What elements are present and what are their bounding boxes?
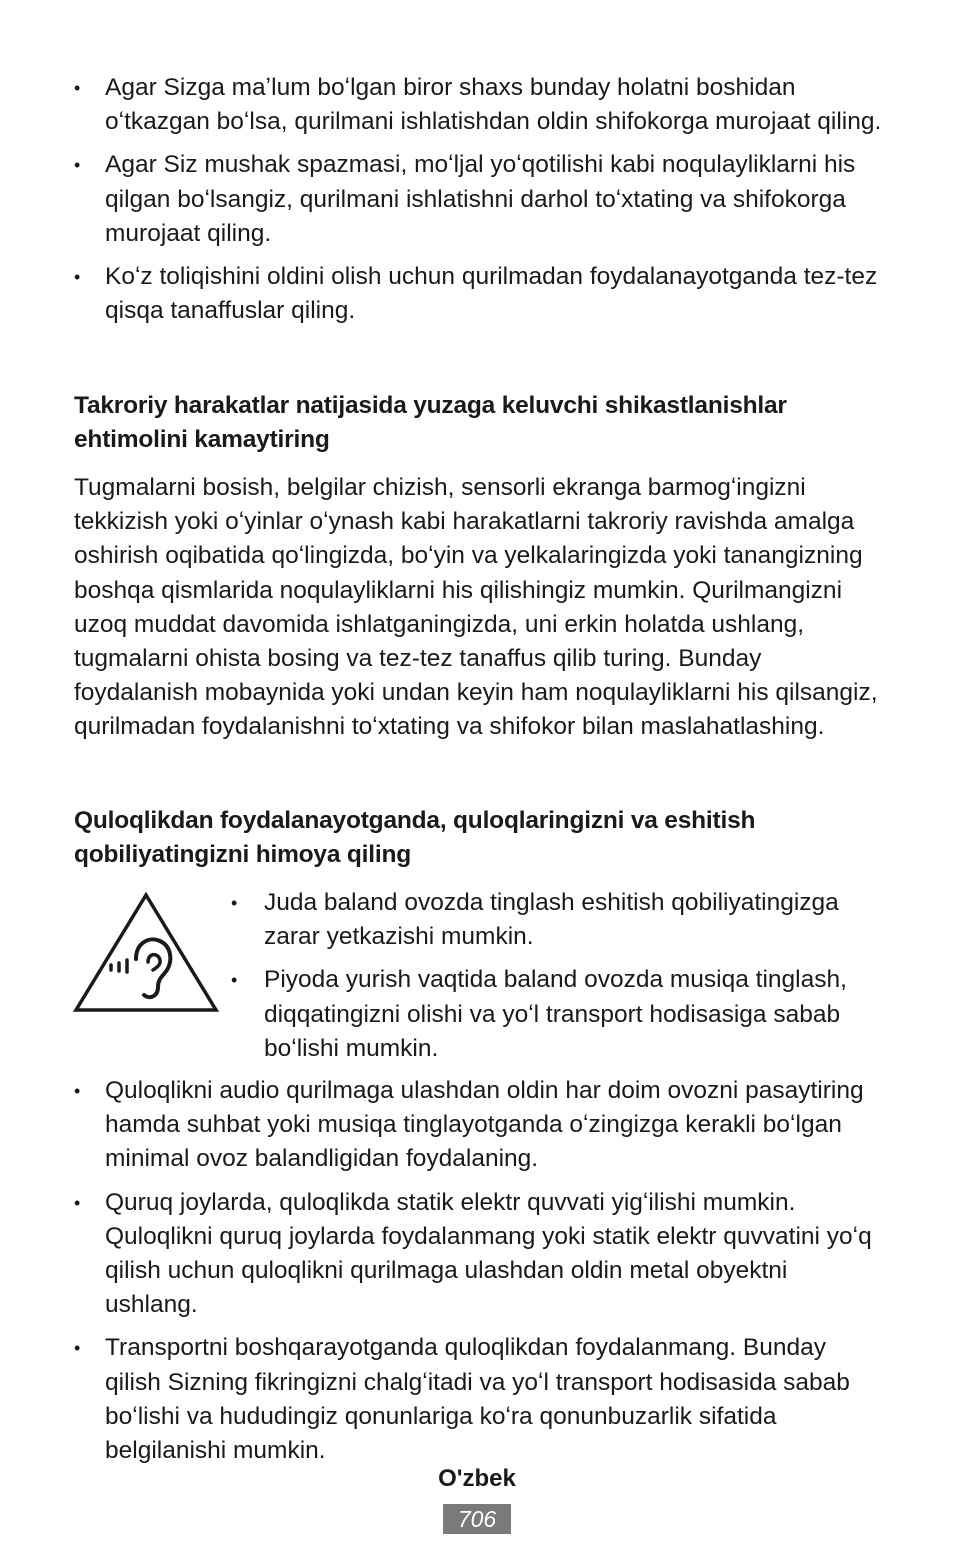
bullet-dot: • — [74, 78, 81, 98]
bullet-dot: • — [74, 1081, 81, 1101]
bullet-list-bottom — [74, 1074, 884, 1468]
bullet-dot: • — [74, 1338, 81, 1359]
bullet-dot: • — [231, 970, 238, 991]
list-item-text: Koʻz toliqishini oldini olish uchun qurilmadan foydalanayotganda tez-tez qisqa tanaffuslar qiling. — [105, 263, 878, 325]
bullet-list-top — [74, 71, 884, 328]
list-item-text: Quruq joylarda, quloqlikda statik elektr quvvati yigʻilishi mumkin. Quloqlikni quruq joylarda foydalanmang yoki statik elektr quvvatini yoʻq qilish uchun quloqlikni qurilmaga ulashdan oldin metal obyektni ushlang. — [105, 1188, 872, 1319]
bullet-dot: • — [74, 267, 81, 288]
bullet-list-side — [231, 886, 871, 1066]
list-item — [74, 71, 884, 139]
list-item — [74, 1186, 884, 1323]
page-number: 706 — [443, 1504, 511, 1534]
list-item — [74, 148, 884, 251]
list-item-text: Agar Sizga maʼlum boʻlgan biror shaxs bunday holatni boshidan oʻtkazgan boʻlsa, qurilmani ishlatishdan oldin shifokorga murojaat qiling. — [105, 74, 882, 136]
section-paragraph: Tugmalarni bosish, belgilar chizish, sensorli ekranga barmogʻingizni tekkizish yoki oʻyinlar oʻynash kabi harakatlarni takroriy ravishda amalga oshirish oqibatida qoʻlingizda, boʻyin va yelkalaringizda yoki tanangizning boshqa qismlarida noqulayliklarni his qilishingiz mumkin. Qurilmangizni uzoq muddat davomida ishlatganingizda, uni erkin holatda ushlang, tugmalarni ohista bosing va tez-tez tanaffus qilib turing. Bunday foydalanish mobaynida yoki undan keyin ham noqulayliklarni his qilsangiz, qurilmadan foydalanishni toʻxtating va shifokor bilan maslahatlashing. — [74, 474, 878, 741]
bullet-dot: • — [74, 155, 81, 176]
list-item — [74, 260, 884, 328]
footer-language: O'zbek — [438, 1465, 516, 1492]
list-item — [74, 1331, 884, 1468]
list-item — [231, 963, 871, 1066]
list-item-text: Transportni boshqarayotganda quloqlikdan foydalanmang. Bunday qilish Sizning fikringizni chalgʻitadi va yoʻl transport hodisasida sabab boʻlishi va hududingiz qonunlariga koʻra qonunbuzarlik sifatida belgilanishi mumkin. — [105, 1334, 850, 1465]
list-item — [231, 886, 871, 954]
list-item-text: Juda baland ovozda tinglash eshitish qobiliyatingizga zarar yetkazishi mumkin. — [264, 889, 839, 951]
hearing-warning-icon — [72, 890, 220, 1014]
section-heading: Quloqlikdan foydalanayotganda, quloqlaringizni va eshitish qobiliyatingizni himoya qiling — [74, 807, 756, 869]
list-item-text: Agar Siz mushak spazmasi, moʻljal yoʻqotilishi kabi noqulayliklarni his qilgan boʻlsangiz, qurilmani ishlatishni darhol toʻxtating va shifokorga murojaat qiling. — [105, 151, 856, 247]
list-item-text: Quloqlikni audio qurilmaga ulashdan oldin har doim ovozni pasaytiring hamda suhbat yoki musiqa tinglayotganda oʻzingizga kerakli boʻlgan minimal ovoz balandligidan foydalaning. — [105, 1077, 864, 1173]
list-item — [74, 1074, 884, 1177]
section-heading: Takroriy harakatlar natijasida yuzaga keluvchi shikastlanishlar ehtimolini kamaytiring — [74, 392, 787, 454]
bullet-dot: • — [231, 893, 238, 913]
bullet-dot: • — [74, 1192, 81, 1213]
list-item-text: Piyoda yurish vaqtida baland ovozda musiqa tinglash, diqqatingizni olishi va yoʻl transport hodisasiga sabab boʻlishi mumkin. — [264, 966, 847, 1062]
